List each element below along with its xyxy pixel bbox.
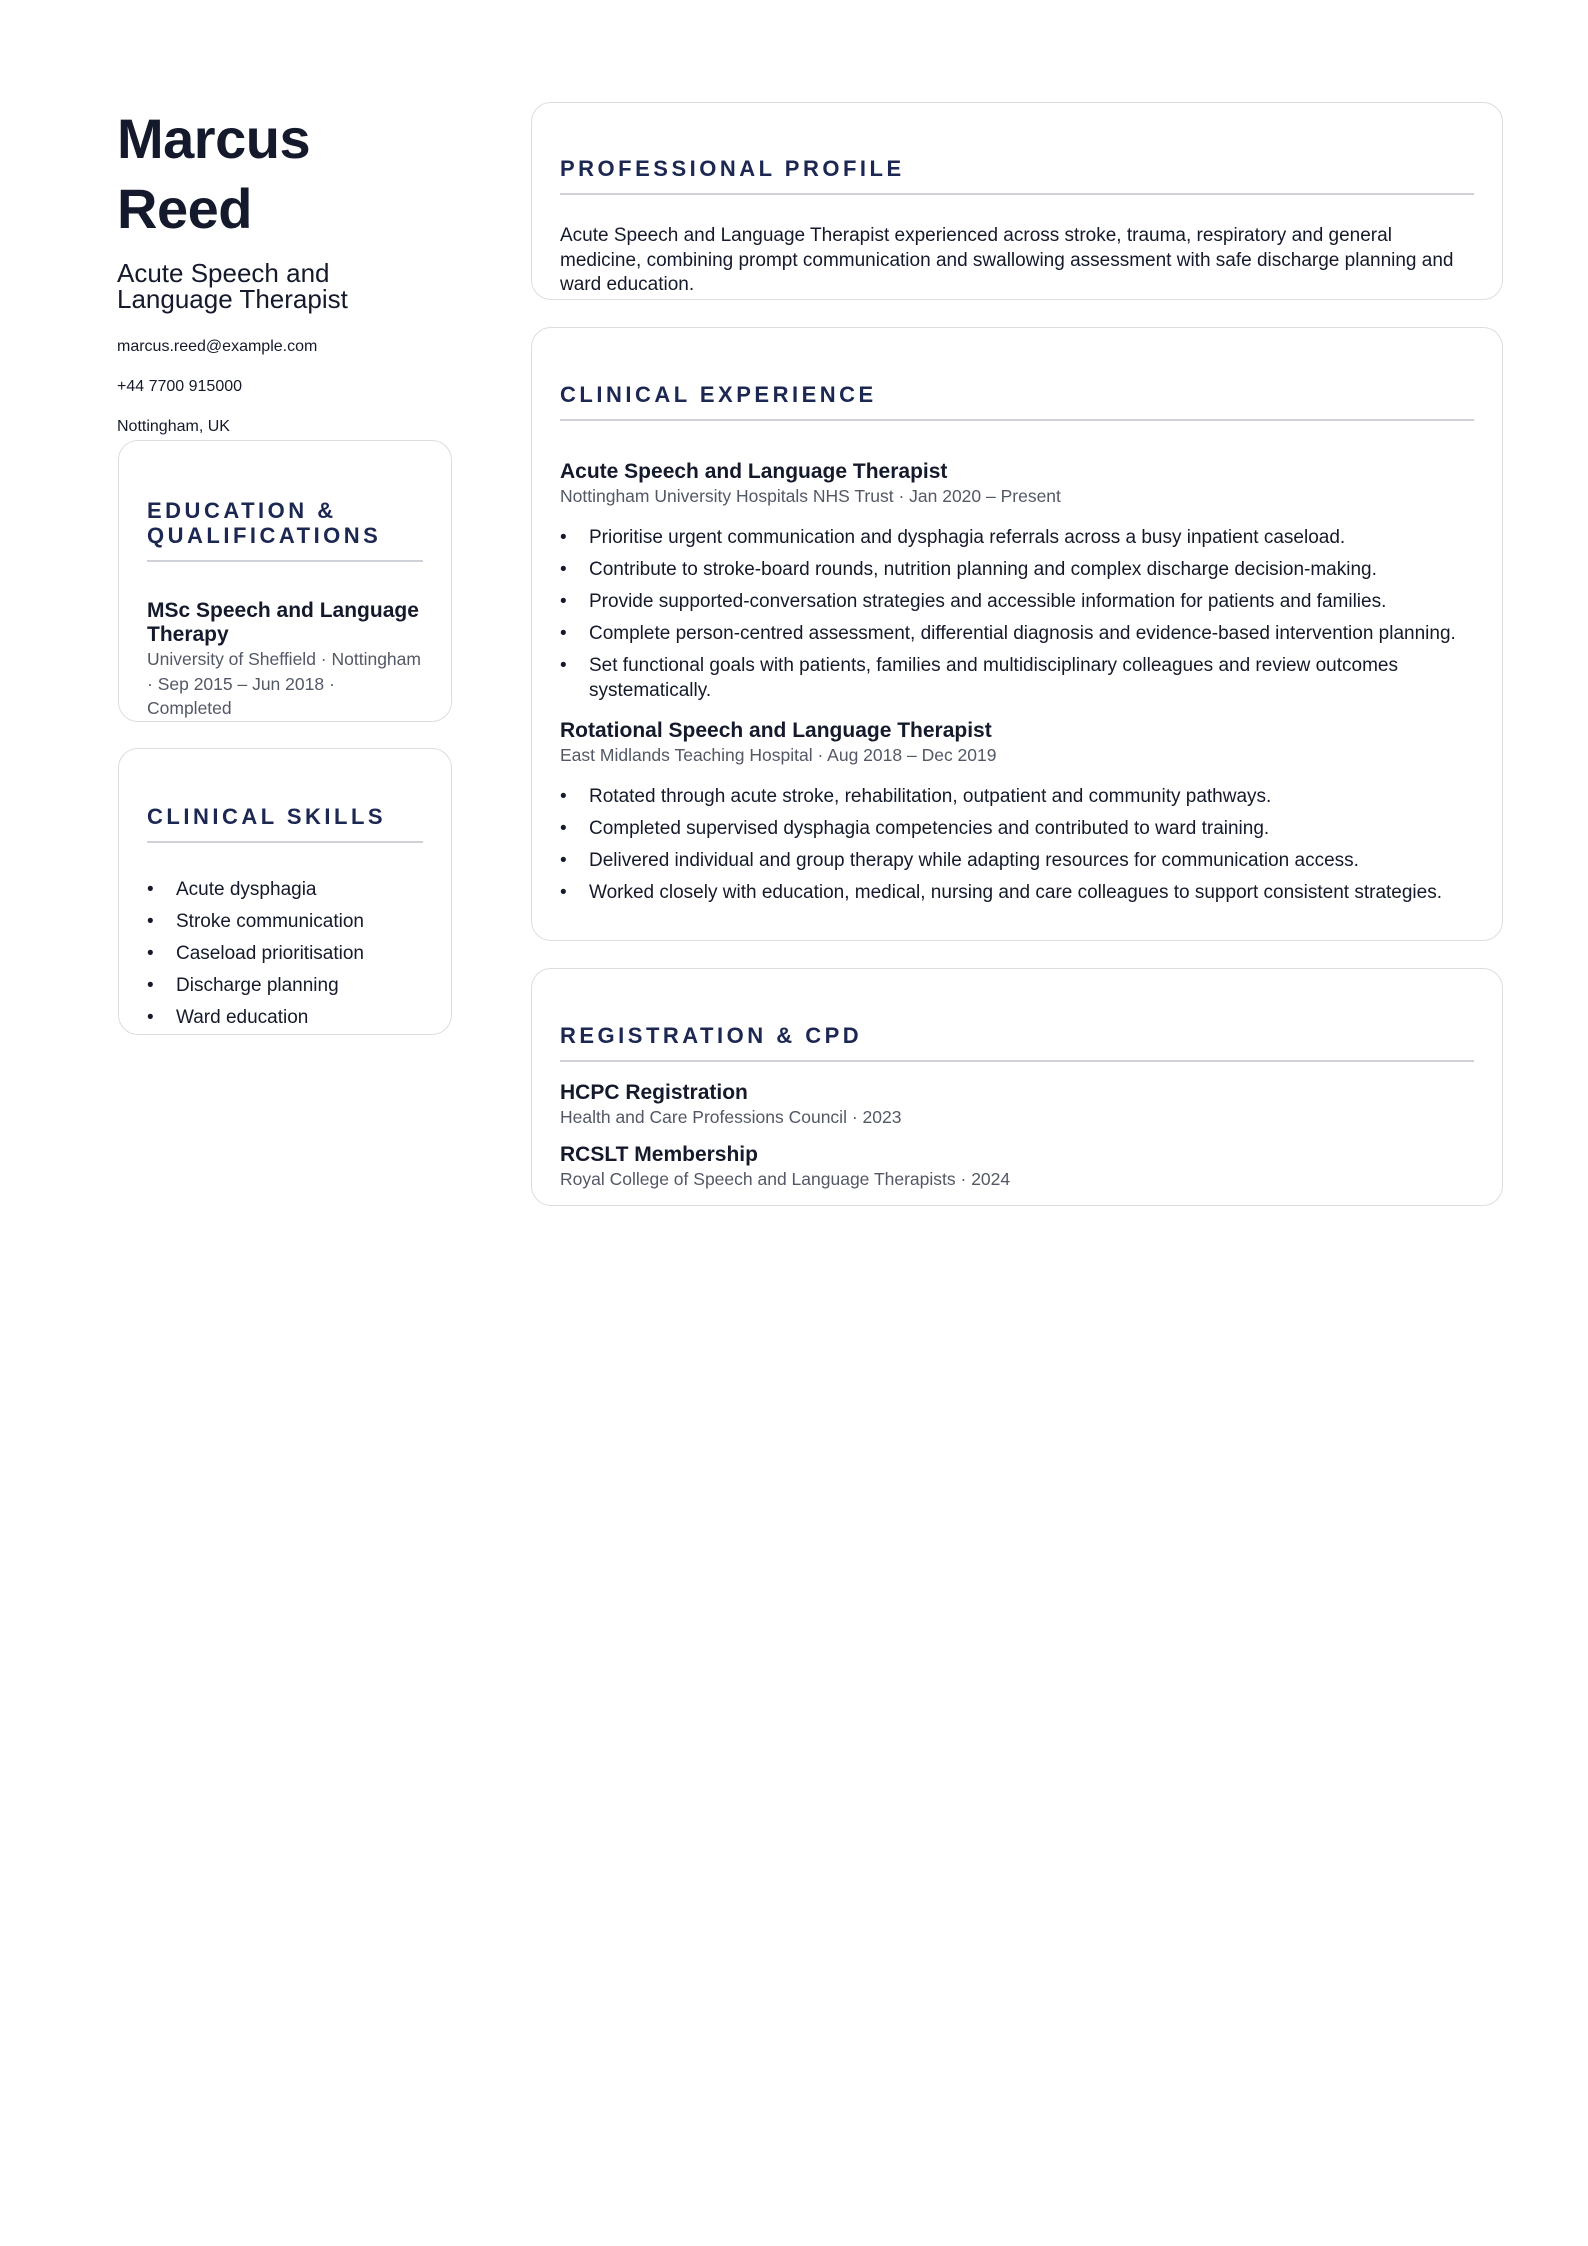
- registration-title: RCSLT Membership: [560, 1143, 758, 1166]
- registration-meta: Health and Care Professions Council · 2023: [560, 1107, 902, 1127]
- location-text: Nottingham, UK: [117, 418, 230, 435]
- list-item: • Complete person-centred assessment, differential diagnosis and evidence-based intervention planning.: [589, 622, 1474, 647]
- section-divider: [560, 193, 1474, 195]
- job-title: Acute Speech and Language Therapist: [560, 460, 948, 483]
- registration-title: HCPC Registration: [560, 1081, 748, 1104]
- skills-heading: CLINICAL SKILLS: [147, 804, 387, 829]
- profile-heading: PROFESSIONAL PROFILE: [560, 156, 905, 181]
- registration-item: [560, 1143, 1474, 1191]
- list-item: • Prioritise urgent communication and dysphagia referrals across a busy inpatient caseload.: [589, 526, 1474, 551]
- skills-list: [147, 878, 423, 1031]
- job-entry: [560, 460, 1474, 703]
- education-item: [147, 599, 423, 721]
- skills-card: [118, 748, 452, 1035]
- list-item: • Stroke communication: [176, 910, 423, 935]
- section-divider: [147, 841, 423, 843]
- person-name: Marcus Reed: [117, 107, 311, 240]
- experience-card: [531, 327, 1503, 941]
- list-item: • Completed supervised dysphagia competencies and contributed to ward training.: [589, 817, 1474, 842]
- list-item: • Provide supported-conversation strategies and accessible information for patients and families.: [589, 590, 1474, 615]
- phone-text: +44 7700 915000: [117, 378, 243, 395]
- job-bullets: [560, 526, 1474, 703]
- profile-card: [531, 102, 1503, 300]
- section-divider: [560, 419, 1474, 421]
- job-bullets: [560, 785, 1474, 906]
- list-item: • Discharge planning: [176, 974, 423, 999]
- list-item: • Ward education: [176, 1006, 423, 1031]
- job-meta: Nottingham University Hospitals NHS Trust · Jan 2020 – Present: [560, 486, 1061, 506]
- registration-item: [560, 1081, 1474, 1129]
- email-text: marcus.reed@example.com: [117, 338, 318, 355]
- experience-heading: CLINICAL EXPERIENCE: [560, 382, 877, 407]
- section-divider: [560, 1060, 1474, 1062]
- contact-info: [117, 337, 452, 437]
- section-divider: [147, 560, 423, 562]
- list-item: • Worked closely with education, medical, nursing and care colleagues to support consistent strategies.: [589, 881, 1474, 906]
- education-heading: EDUCATION & QUALIFICATIONS: [147, 498, 382, 548]
- list-item: • Delivered individual and group therapy while adapting resources for communication access.: [589, 849, 1474, 874]
- registration-card: [531, 968, 1503, 1206]
- education-card: [118, 440, 452, 722]
- person-role: Acute Speech and Language Therapist: [117, 258, 348, 314]
- list-item: • Acute dysphagia: [176, 878, 423, 903]
- list-item: • Set functional goals with patients, families and multidisciplinary colleagues and review outcomes systematically.: [589, 654, 1474, 703]
- profile-text: Acute Speech and Language Therapist experienced across stroke, trauma, respiratory and general medicine, combining prompt communication and swallowing assessment with safe discharge planning and ward education.: [560, 225, 1454, 295]
- list-item: • Contribute to stroke-board rounds, nutrition planning and complex discharge decision-making.: [589, 558, 1474, 583]
- registration-heading: REGISTRATION & CPD: [560, 1023, 863, 1048]
- degree-title: MSc Speech and Language Therapy: [147, 599, 419, 646]
- header-block: [117, 104, 452, 457]
- job-title: Rotational Speech and Language Therapist: [560, 719, 992, 742]
- job-meta: East Midlands Teaching Hospital · Aug 2018 – Dec 2019: [560, 745, 997, 765]
- degree-details: University of Sheffield · Nottingham · Sep 2015 – Jun 2018 · Completed: [147, 649, 421, 718]
- list-item: • Rotated through acute stroke, rehabilitation, outpatient and community pathways.: [589, 785, 1474, 810]
- job-entry: [560, 719, 1474, 906]
- list-item: • Caseload prioritisation: [176, 942, 423, 967]
- registration-meta: Royal College of Speech and Language Therapists · 2024: [560, 1169, 1011, 1189]
